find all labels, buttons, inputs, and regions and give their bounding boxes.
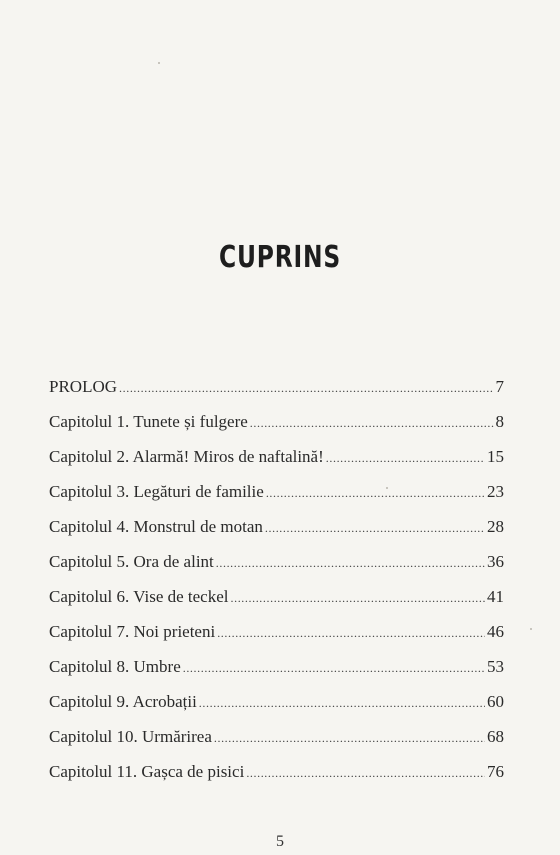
page-number: 5: [276, 833, 284, 850]
toc-leader-dots: [266, 476, 485, 511]
toc-entry-label: Capitolul 4. Monstrul de motan: [49, 517, 263, 536]
toc-entry-page: 60: [487, 692, 504, 711]
toc-entry-label: PROLOG: [49, 377, 118, 396]
toc-entry-page: 15: [487, 447, 504, 466]
toc-entry-label: Capitolul 5. Ora de alint: [49, 552, 214, 571]
toc-leader-dots: [183, 651, 485, 686]
toc-entry: [49, 544, 504, 579]
toc-leader-dots: [246, 756, 485, 791]
toc-leader-dots: [216, 546, 485, 581]
toc-entry-page: 7: [495, 377, 504, 396]
toc-entry-page: 41: [487, 587, 504, 606]
toc-entry-label: Capitolul 8. Umbre: [49, 657, 181, 676]
toc-entry: [49, 369, 504, 404]
toc-entry: [49, 754, 504, 789]
toc-entry: [49, 579, 504, 614]
toc-entry: [49, 509, 504, 544]
paper-speck: [530, 628, 532, 630]
toc-entry: [49, 404, 504, 439]
toc-entry: [49, 719, 504, 754]
toc-leader-dots: [326, 441, 485, 476]
toc-entry-label: Capitolul 3. Legături de familie: [49, 482, 264, 501]
toc-entry-page: 28: [487, 517, 504, 536]
toc-entry-label: Capitolul 7. Noi prieteni: [49, 622, 216, 641]
toc-entry-page: 23: [487, 482, 504, 501]
toc-entry-page: 46: [487, 622, 504, 641]
toc-leader-dots: [250, 406, 494, 441]
toc-entry-label: Capitolul 6. Vise de teckel: [49, 587, 229, 606]
toc-entry-page: 53: [487, 657, 504, 676]
toc-leader-dots: [214, 721, 485, 756]
toc-entry-page: 8: [495, 412, 504, 431]
toc-leader-dots: [265, 511, 485, 546]
toc-entry-label: Capitolul 2. Alarmă! Miros de naftalină!: [49, 447, 324, 466]
toc-leader-dots: [199, 686, 485, 721]
toc-entry: [49, 439, 504, 474]
toc-entry: [49, 474, 504, 509]
paper-speck: [158, 62, 160, 64]
toc-entry-label: Capitolul 11. Gașca de pisici: [49, 762, 245, 781]
toc-entry-page: 68: [487, 727, 504, 746]
toc-entry-label: Capitolul 9. Acrobații: [49, 692, 197, 711]
toc-entry-page: 76: [487, 762, 504, 781]
toc-entry: [49, 684, 504, 719]
toc-entry-label: Capitolul 10. Urmărirea: [49, 727, 212, 746]
toc-entry-page: 36: [487, 552, 504, 571]
toc-leader-dots: [231, 581, 486, 616]
page-title: CUPRINS: [219, 240, 341, 275]
toc-entry: [49, 614, 504, 649]
toc-entry-label: Capitolul 1. Tunete și fulgere: [49, 412, 248, 431]
table-of-contents: [49, 369, 504, 789]
toc-entry: [49, 649, 504, 684]
toc-leader-dots: [217, 616, 485, 651]
toc-leader-dots: [119, 371, 493, 406]
